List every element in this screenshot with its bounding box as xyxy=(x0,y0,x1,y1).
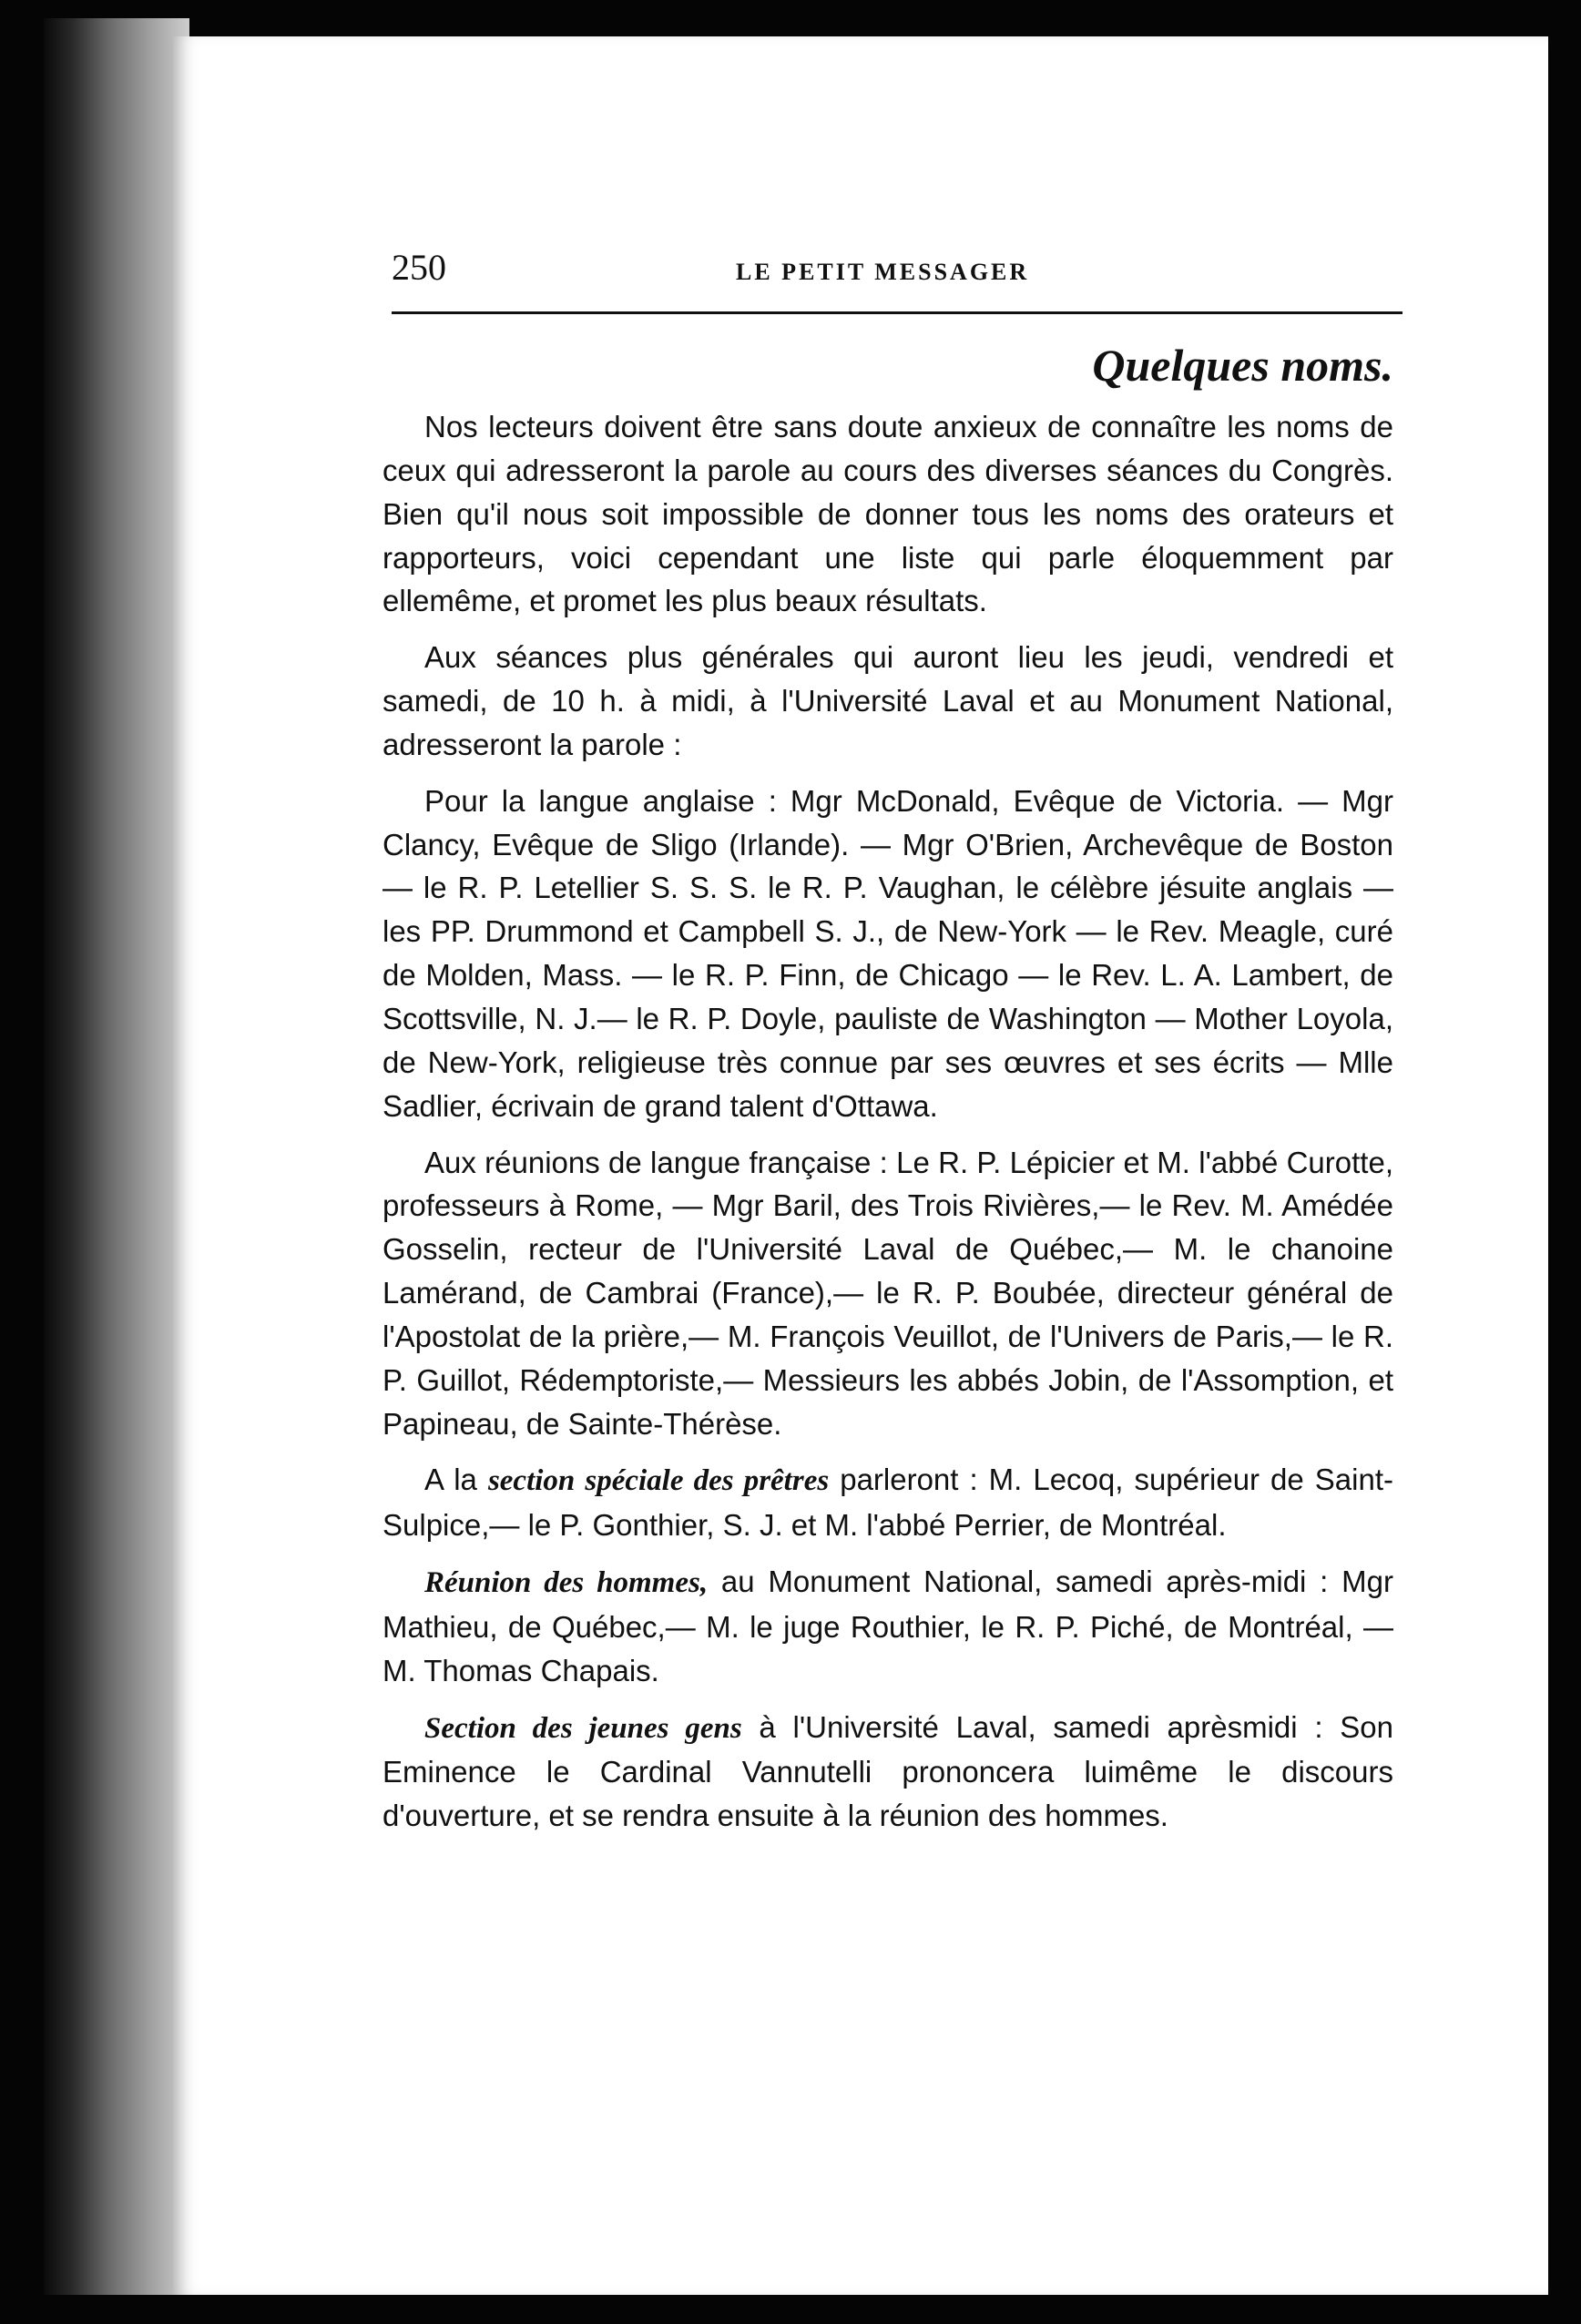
book-page-edges xyxy=(44,18,189,2295)
young-men-section-text: à l'Université Laval, samedi aprèsmidi : Son Eminence le Cardinal Vannutelli prononcera luimême le discours d'ouverture, et se rendra ensuite à la réunion des hommes. xyxy=(382,1709,1393,1833)
running-title: LE PETIT MESSAGER xyxy=(736,259,1030,285)
priests-lead: A la xyxy=(424,1463,488,1497)
section-heading: Quelques noms. xyxy=(1092,340,1393,391)
young-men-section-title: Section des jeunes gens xyxy=(424,1711,742,1745)
scan-border-right xyxy=(1550,0,1581,2324)
mens-meeting-title: Réunion des hommes, xyxy=(424,1566,709,1600)
paragraph-english-speakers: Pour la langue anglaise : Mgr McDonald, Evêque de Victoria. — Mgr Clancy, Evêque de Sligo (Irlande). — Mgr O'Brien, Archevêque de Boston — le R. P. Letellier S. S. S. le R. P. Vaughan, le célèbre jésuite anglais — les PP. Drummond et Campbell S. J., de New-York — le Rev. Meagle, curé de Molden, Mass. — le R. P. Finn, de Chicago — le Rev. L. A. Lambert, de Scottsville, N. J.— le R. P. Doyle, pauliste de Washington — Mother Loyola, de New-York, religieuse très connue par ses œuvres et ses écrits — Mlle Sadlier, écrivain de grand talent d'Ottawa. xyxy=(382,783,1393,1123)
paragraph-french-speakers: Aux réunions de langue française : Le R. P. Lépicier et M. l'abbé Curotte, professeurs à Rome, — Mgr Baril, des Trois Rivières,— le Rev. M. Amédée Gosselin, recteur de l'Université Laval de Québec,— M. le chanoine Lamérand, de Cambrai (France),— le R. P. Boubée, directeur général de l'Apostolat de la prière,— M. François Veuillot, de l'Univers de Paris,— le R. P. Guillot, Rédemptoriste,— Messieurs les abbés Jobin, de l'Assomption, et Papineau, de Sainte-Thérèse. xyxy=(382,1145,1393,1441)
paragraph-young-men-section xyxy=(382,1706,1393,1839)
priests-section-text: parleront : M. Lecoq, supérieur de Saint-Sulpice,— le P. Gonthier, S. J. et M. l'abbé Perrier, de Montréal. xyxy=(382,1463,1393,1543)
paragraph-general-sessions: Aux séances plus générales qui auront lieu les jeudi, vendredi et samedi, de 10 h. à midi, à l'Université Laval et au Monument National, adresseront la parole : xyxy=(382,640,1393,761)
paragraph-intro: Nos lecteurs doivent être sans doute anxieux de connaître les noms de ceux qui adresseront la parole au cours des diverses séances du Congrès. Bien qu'il nous soit impossible de donner tous les noms des orateurs et rapporteurs, voici cependant une liste qui parle éloquemment par ellemême, et promet les plus beaux résultats. xyxy=(382,410,1393,618)
paragraph-mens-meeting xyxy=(382,1560,1393,1693)
article-body xyxy=(382,405,1393,1850)
mens-meeting-text: au Monument National, samedi après-midi : Mgr Mathieu, de Québec,— M. le juge Routhier, le R. P. Piché, de Montréal, — M. Thomas Chapais. xyxy=(382,1565,1393,1687)
priests-section-title: section spéciale des prêtres xyxy=(487,1464,830,1498)
paragraph-priests-section xyxy=(382,1458,1393,1547)
page-header xyxy=(392,239,1402,314)
page-number: 250 xyxy=(392,247,446,288)
